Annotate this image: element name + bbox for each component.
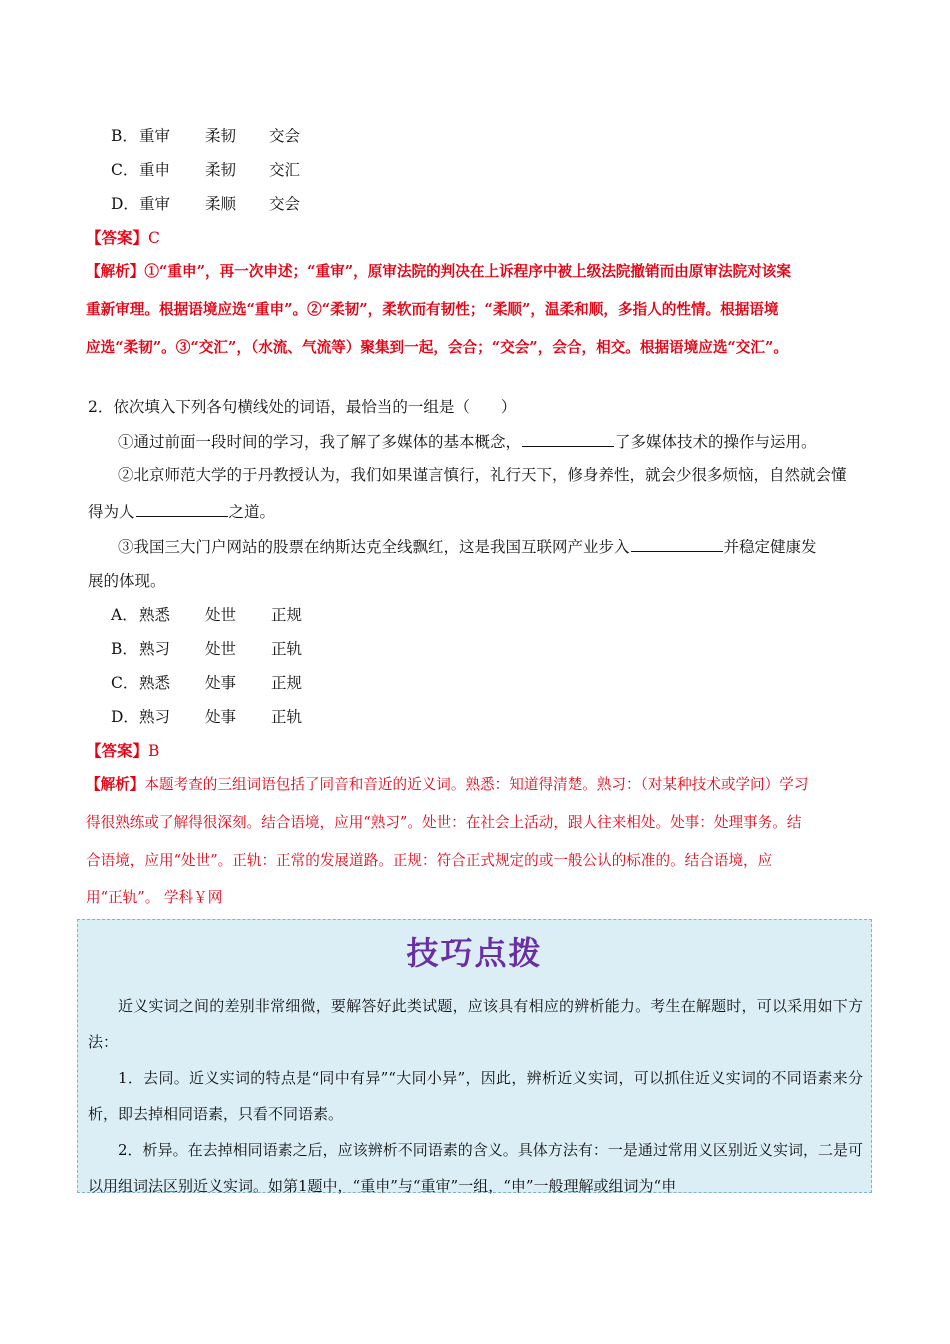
sentence-text: 得为人 [88, 503, 135, 521]
tip-paragraph-2: 1．去同。近义实词的特点是“同中有异”“大同小异”，因此，辨析近义实词，可以抓住近义实词的不同语素来分析，即去掉相同语素，只看不同语素。 [88, 1069, 863, 1123]
q2-sentence-2-line-1: ②北京师范大学的于丹教授认为，我们如果谨言慎行，礼行天下，修身养性，就会少很多烦恼，自然就会懂 [118, 466, 847, 484]
q2-sentence-3-line-2: 展的体现。 [88, 572, 166, 590]
fill-blank-1 [522, 432, 614, 447]
option-word: 交会 [269, 195, 301, 213]
q2-stem: 2．依次填入下列各句横线处的词语，最恰当的一组是（ ） [88, 398, 517, 416]
option-word: 正轨 [271, 640, 303, 658]
q1-answer [86, 229, 160, 248]
option-word: 处世 [205, 606, 237, 624]
option-word: 重申 [139, 161, 171, 179]
option-word: 处事 [205, 674, 237, 692]
option-word: 处世 [205, 640, 237, 658]
fill-blank-3 [631, 537, 723, 552]
option-word: 交汇 [269, 161, 301, 179]
q2-analysis-line-3: 合语境，应用“处世”。正轨：正常的发展道路。正规：符合正式规定的或一般公认的标准的。结合语境，应 [86, 852, 773, 869]
q2-sentence-1 [118, 432, 817, 452]
option-word: 熟悉 [139, 606, 171, 624]
tip-box [77, 919, 872, 1193]
answer-value: C [148, 229, 160, 247]
analysis-text: ①“重申”，再一次申述；“重审”，原审法院的判决在上诉程序中被上级法院撤销而由原审法院对该案 [144, 263, 791, 280]
option-label: B． [111, 640, 138, 658]
q2-sentence-3-line-1 [118, 537, 817, 557]
sentence-text: ③我国三大门户网站的股票在纳斯达克全线飘红，这是我国互联网产业步入 [118, 538, 630, 556]
q2-analysis-line-4: 用“正轨”。 学科￥网 [86, 889, 223, 906]
q1-analysis-line-2: 重新审理。根据语境应选“重申”。②“柔韧”，柔软而有韧性；“柔顺”，温柔和顺，多指人的性情。根据语境 [86, 301, 779, 318]
option-word: 熟悉 [139, 674, 171, 692]
option-label: B． [111, 127, 138, 145]
q2-analysis-line-1 [86, 776, 808, 794]
option-word: 熟习 [139, 640, 171, 658]
answer-tag: 【答案】 [86, 228, 149, 247]
option-word: 正规 [271, 606, 303, 624]
option-label: D． [111, 708, 139, 726]
answer-tag: 【答案】 [86, 741, 149, 760]
tip-title: 技巧点拨 [406, 934, 543, 972]
q1-analysis-line-3: 应选“柔韧”。③“交汇”，（水流、气流等）聚集到一起，会合；“交会”，会合，相交。根据语境应选“交汇”。 [86, 339, 788, 356]
sentence-text: 了多媒体技术的操作与运用。 [615, 433, 817, 451]
option-label: A． [111, 606, 138, 624]
answer-value: B [148, 742, 160, 760]
option-word: 处事 [205, 708, 237, 726]
option-label: C． [111, 161, 139, 179]
option-word: 柔顺 [205, 195, 237, 213]
option-label: C． [111, 674, 139, 692]
sentence-text: 并稳定健康发 [723, 538, 817, 556]
sentence-text: ①通过前面一段时间的学习，我了解了多媒体的基本概念， [118, 433, 522, 451]
option-word: 交会 [269, 127, 301, 145]
tip-paragraph-1: 近义实词之间的差别非常细微，要解答好此类试题，应该具有相应的辨析能力。考生在解题时，可以采用如下方法： [88, 997, 863, 1051]
q2-sentence-2-line-2 [88, 502, 275, 522]
option-word: 正规 [271, 674, 303, 692]
analysis-text: 本题考查的三组词语包括了同音和音近的近义词。熟悉：知道得清楚。熟习：（对某种技术或学问）学习 [144, 776, 809, 793]
q2-answer [86, 742, 159, 761]
option-word: 重审 [139, 195, 171, 213]
option-word: 重审 [139, 127, 171, 145]
option-word: 正轨 [271, 708, 303, 726]
fill-blank-2 [136, 502, 228, 517]
analysis-tag: 【解析】 [86, 776, 145, 793]
q1-analysis-line-1 [86, 263, 791, 281]
option-word: 柔韧 [205, 161, 237, 179]
option-label: D． [111, 195, 139, 213]
sentence-text: 之道。 [228, 503, 276, 521]
tip-paragraph-3: 2．析异。在去掉相同语素之后，应该辨析不同语素的含义。具体方法有：一是通过常用义区别近义实词，二是可以用组词法区别近义实词。如第1题中，“重申”与“重审”一组，“申”一般理解或组词为“申 [88, 1141, 863, 1194]
q2-analysis-line-2: 得很熟练或了解得很深刻。结合语境，应用“熟习”。处世：在社会上活动，跟人往来相处。处事：处理事务。结 [86, 814, 802, 831]
option-word: 柔韧 [205, 127, 237, 145]
analysis-tag: 【解析】 [86, 263, 145, 280]
option-word: 熟习 [139, 708, 171, 726]
